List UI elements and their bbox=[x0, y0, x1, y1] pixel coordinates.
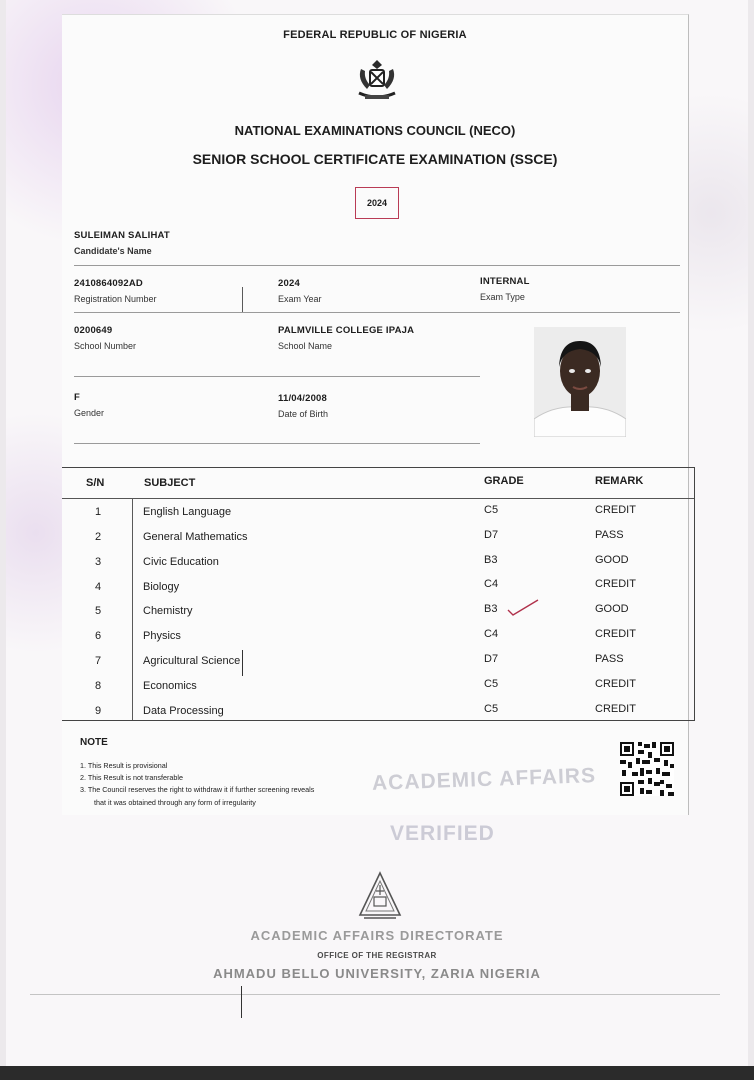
school-number: 0200649 bbox=[74, 325, 113, 336]
tick-mark-icon bbox=[506, 598, 540, 618]
row-subject: Data Processing bbox=[143, 705, 224, 717]
stamp-line bbox=[30, 994, 720, 995]
row-remark: CREDIT bbox=[595, 504, 636, 516]
row-sn: 3 bbox=[95, 556, 102, 568]
candidate-name-label: Candidate's Name bbox=[74, 246, 152, 256]
header-divider bbox=[62, 498, 694, 499]
row-remark: PASS bbox=[595, 653, 624, 665]
row-sn: 9 bbox=[95, 705, 102, 717]
row-remark: GOOD bbox=[595, 554, 629, 566]
registration-number: 2410864092AD bbox=[74, 278, 143, 289]
row-grade: D7 bbox=[484, 653, 499, 665]
exam-year-box: 2024 bbox=[355, 187, 399, 219]
registration-label: Registration Number bbox=[74, 294, 157, 304]
divider bbox=[74, 443, 480, 444]
header-subject: SUBJECT bbox=[144, 477, 196, 489]
directorate-text: ACADEMIC AFFAIRS DIRECTORATE bbox=[250, 928, 504, 943]
row-grade: B3 bbox=[484, 603, 498, 615]
note-item: that it was obtained through any form of irregularity bbox=[94, 798, 256, 807]
divider bbox=[74, 312, 680, 313]
row-remark: CREDIT bbox=[595, 678, 636, 690]
row-remark: GOOD bbox=[595, 603, 629, 615]
row-grade: C4 bbox=[484, 578, 499, 590]
row-subject: English Language bbox=[143, 506, 232, 518]
faint-stamp-text: VERIFIED bbox=[390, 822, 495, 845]
coat-of-arms-icon bbox=[353, 57, 401, 103]
row-sn: 4 bbox=[95, 581, 102, 593]
pen-stroke bbox=[241, 986, 242, 1018]
row-grade: B3 bbox=[484, 554, 498, 566]
result-certificate bbox=[62, 14, 689, 815]
school-name: PALMVILLE COLLEGE IPAJA bbox=[278, 325, 415, 336]
divider bbox=[74, 376, 480, 377]
row-remark: CREDIT bbox=[595, 578, 636, 590]
note-title: NOTE bbox=[80, 737, 108, 748]
school-number-label: School Number bbox=[74, 341, 137, 351]
gender-value: F bbox=[74, 392, 81, 403]
row-remark: CREDIT bbox=[595, 628, 636, 640]
row-sn: 5 bbox=[95, 605, 102, 617]
date-of-birth-label: Date of Birth bbox=[278, 409, 329, 419]
row-subject: Economics bbox=[143, 680, 197, 692]
candidate-name: SULEIMAN SALIHAT bbox=[74, 230, 170, 241]
header-grade: GRADE bbox=[484, 475, 524, 487]
row-remark: PASS bbox=[595, 529, 624, 541]
country-heading: FEDERAL REPUBLIC OF NIGERIA bbox=[283, 29, 467, 41]
gender-label: Gender bbox=[74, 408, 105, 418]
school-name-label: School Name bbox=[278, 341, 333, 351]
row-subject: General Mathematics bbox=[143, 531, 248, 543]
row-subject: Physics bbox=[143, 630, 181, 642]
row-subject: Agricultural Science bbox=[143, 655, 241, 667]
faint-stamp-text: ACADEMIC AFFAIRS bbox=[371, 764, 597, 795]
qr-code-icon bbox=[620, 742, 674, 796]
exam-year-label: Exam Year bbox=[278, 294, 322, 304]
row-sn: 7 bbox=[95, 655, 102, 667]
row-remark: CREDIT bbox=[595, 703, 636, 715]
header-sn: S/N bbox=[86, 477, 105, 489]
note-item: 3. The Council reserves the right to withdraw it if further screening reveals bbox=[80, 785, 315, 794]
divider bbox=[242, 287, 243, 313]
row-grade: C5 bbox=[484, 504, 499, 516]
column-divider bbox=[132, 498, 133, 720]
exam-heading: SENIOR SCHOOL CERTIFICATE EXAMINATION (SSCE) bbox=[192, 151, 558, 167]
exam-type-label: Exam Type bbox=[480, 292, 525, 302]
note-item: 2. This Result is not transferable bbox=[80, 773, 183, 782]
row-subject: Chemistry bbox=[143, 605, 193, 617]
candidate-photo bbox=[534, 327, 626, 437]
scan-edge bbox=[0, 1066, 754, 1080]
exam-type: INTERNAL bbox=[480, 276, 530, 287]
row-grade: D7 bbox=[484, 529, 499, 541]
row-sn: 2 bbox=[95, 531, 102, 543]
row-sn: 1 bbox=[95, 506, 102, 518]
row-grade: C4 bbox=[484, 628, 499, 640]
date-of-birth: 11/04/2008 bbox=[278, 393, 328, 404]
office-text: OFFICE OF THE REGISTRAR bbox=[317, 951, 437, 960]
exam-year: 2024 bbox=[278, 278, 300, 289]
divider bbox=[74, 265, 680, 266]
results-table bbox=[62, 467, 695, 721]
row-subject: Biology bbox=[143, 581, 180, 593]
council-heading: NATIONAL EXAMINATIONS COUNCIL (NECO) bbox=[234, 123, 516, 138]
row-sn: 6 bbox=[95, 630, 102, 642]
row-grade: C5 bbox=[484, 703, 499, 715]
university-crest-icon bbox=[356, 871, 404, 921]
row-sn: 8 bbox=[95, 680, 102, 692]
university-text: AHMADU BELLO UNIVERSITY, ZARIA NIGERIA bbox=[213, 966, 541, 981]
row-subject: Civic Education bbox=[143, 556, 219, 568]
pen-stroke bbox=[242, 650, 243, 676]
header-remark: REMARK bbox=[595, 475, 644, 487]
row-grade: C5 bbox=[484, 678, 499, 690]
note-item: 1. This Result is provisional bbox=[80, 761, 168, 770]
